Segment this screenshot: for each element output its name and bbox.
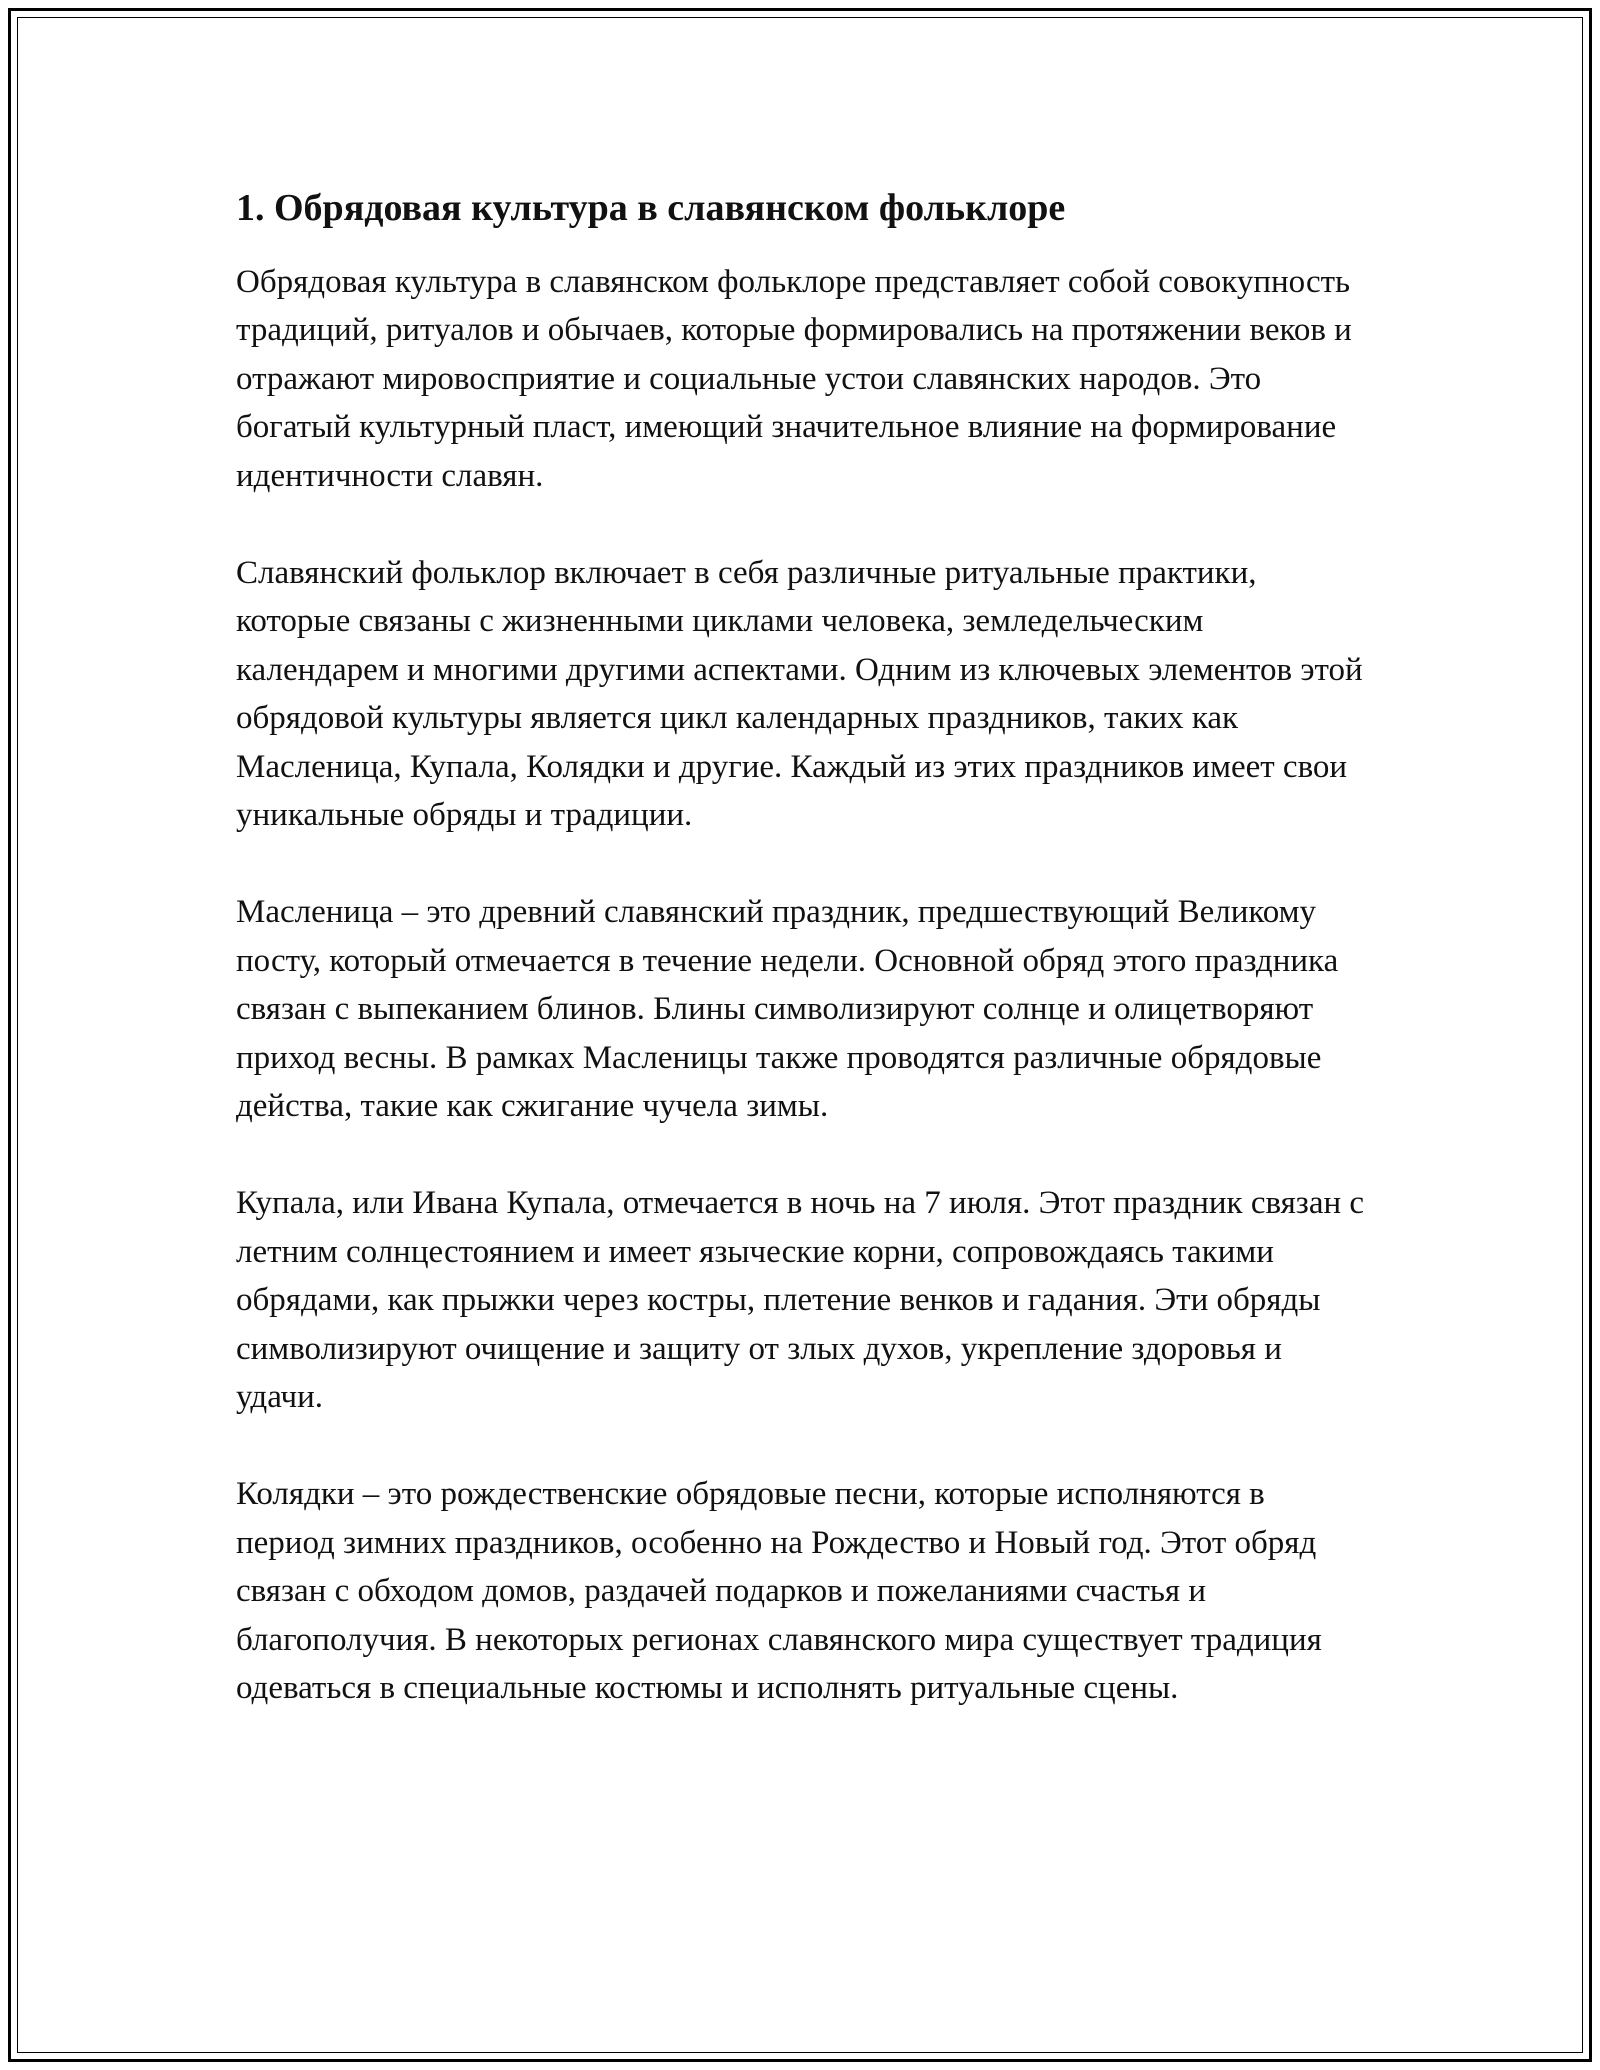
paragraph-folklore-practices: Славянский фольклор включает в себя различные ритуальные практики, которые связаны с жизненными циклами человека, земледельческим календарем и многими другими аспектами. Одним из ключевых элементов этой обрядовой культуры является цикл календарных праздников, таких как Масленица, Купала, Колядки и другие. Каждый из этих праздников имеет свои уникальные обряды и традиции. (236, 554, 1363, 834)
paragraph-kupala: Купала, или Ивана Купала, отмечается в ночь на 7 июля. Этот праздник связан с летним солнцестоянием и имеет языческие корни, сопровождаясь такими обрядами, как прыжки через костры, плетение венков и гадания. Эти обряды символизируют очищение и защиту от злых духов, укрепление здоровья и удачи. (236, 1185, 1365, 1416)
section-heading: 1. Обрядовая культура в славянском фольклоре (236, 187, 1066, 229)
paragraph-kolyadki: Колядки – это рождественские обрядовые песни, которые исполняются в период зимних праздников, особенно на Рождество и Новый год. Этот обряд связан с обходом домов, раздачей подарков и пожеланиями счастья и благополучия. В некоторых регионах славянского мира существует традиция одеваться в специальные костюмы и исполнять ритуальные сцены. (236, 1476, 1322, 1707)
document-body (236, 186, 1386, 1713)
paragraph-maslenitsa: Масленица – это древний славянский праздник, предшествующий Великому посту, который отмечается в течение недели. Основной обряд этого праздника связан с выпеканием блинов. Блины символизируют солнце и олицетворяют приход весны. В рамках Масленицы также проводятся различные обрядовые действа, такие как сжигание чучела зимы. (236, 894, 1339, 1125)
paragraph-intro: Обрядовая культура в славянском фольклоре представляет собой совокупность традиций, ритуалов и обычаев, которые формировались на протяжении веков и отражают мировосприятие и социальные устои славянских народов. Это богатый культурный пласт, имеющий значительное влияние на формирование идентичности славян. (236, 263, 1352, 494)
